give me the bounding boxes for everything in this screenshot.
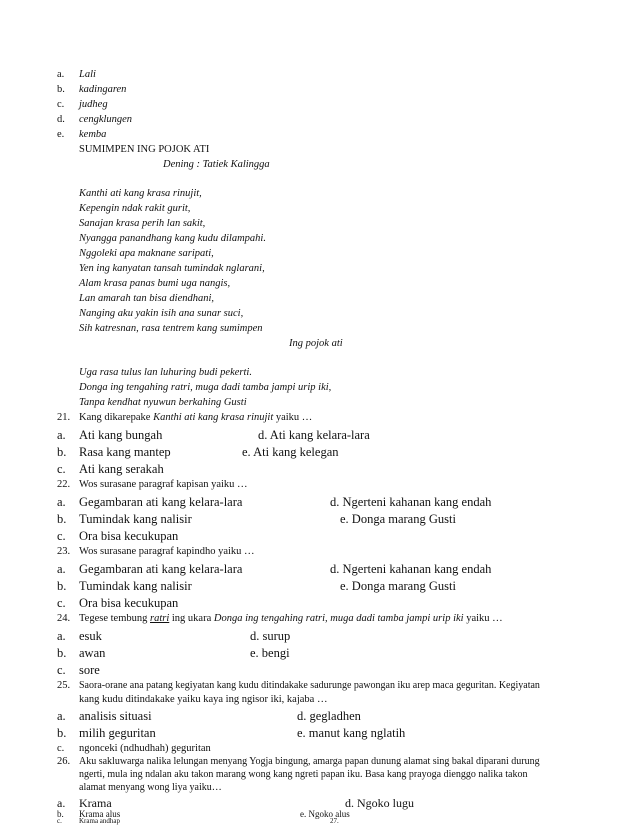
option-c[interactable]: Ora bisa kecukupan [79, 596, 179, 610]
option-text: cengklungen [79, 114, 133, 125]
option-a[interactable]: Krama [79, 796, 112, 810]
poem-title: SUMIMPEN ING POJOK ATI [79, 144, 210, 155]
option-letter: a. [57, 562, 66, 576]
question-number: 21. [57, 412, 71, 423]
poem-line: Kepengin ndak rakit gurit, [79, 203, 191, 214]
option-c[interactable]: Ora bisa kecukupan [79, 529, 179, 543]
option-e[interactable]: e. bengi [250, 646, 290, 660]
option-c[interactable]: ngonceki (ndhudhah) geguritan [79, 743, 211, 754]
option-letter: c. [57, 817, 62, 825]
option-letter: a. [57, 428, 66, 442]
option-letter: e. [57, 129, 65, 140]
option-a[interactable]: analisis situasi [79, 709, 152, 723]
question-number: 26. [57, 756, 71, 767]
poem-line: Kanthi ati kang krasa rinujit, [79, 188, 202, 199]
poem-line: Lan amarah tan bisa diendhani, [79, 293, 215, 304]
question-number: 23. [57, 546, 71, 557]
poem-line: Sanajan krasa perih lan sakit, [79, 218, 206, 229]
option-a[interactable]: Ati kang bungah [79, 428, 163, 442]
option-c[interactable]: Ati kang serakah [79, 462, 164, 476]
question-text: Saora-orane ana patang kegiyatan kang kudu ditindakake sadurunge pawongan iku arep maca geguritan. Kegiyatan [79, 680, 540, 691]
poem-line: Donga ing tengahing ratri, muga dadi tamba jampi urip iki, [79, 382, 332, 393]
option-letter: a. [57, 629, 66, 643]
option-letter: c. [57, 663, 66, 677]
option-a[interactable]: Gegambaran ati kang kelara-lara [79, 562, 243, 576]
option-c[interactable]: sore [79, 663, 100, 677]
option-e[interactable]: e. Ati kang kelegan [242, 445, 339, 459]
option-letter: a. [57, 495, 66, 509]
question-text: Kang dikarepake Kanthi ati kang krasa rinujit yaiku … [79, 412, 313, 423]
option-letter: c. [57, 99, 65, 110]
option-letter: d. [57, 114, 65, 125]
option-e[interactable]: e. manut kang nglatih [297, 726, 406, 740]
poem-line: Uga rasa tulus lan luhuring budi pekerti. [79, 367, 252, 378]
option-letter: c. [57, 529, 66, 543]
option-letter: a. [57, 796, 66, 810]
option-letter: b. [57, 809, 64, 819]
poem-line: Alam krasa panas bumi uga nangis, [79, 278, 231, 289]
option-letter: b. [57, 445, 67, 459]
option-e[interactable]: e. Donga marang Gusti [340, 512, 456, 526]
option-letter: c. [57, 743, 65, 754]
option-text: kadingaren [79, 84, 127, 95]
question-text: kang kudu ditindakake yaiku kaya ing ngisor iki, kajaba … [79, 694, 328, 705]
question-text: Tegese tembung ratri ing ukara Donga ing tengahing ratri, muga dadi tamba jampi urip iki yaiku … [79, 613, 503, 624]
option-d[interactable]: d. Ngoko lugu [345, 796, 414, 810]
poem-author: Dening : Tatiek Kalingga [163, 159, 270, 170]
option-letter: b. [57, 726, 67, 740]
poem-line: Nyangga panandhang kang kudu dilampahi. [79, 233, 266, 244]
option-letter: b. [57, 512, 67, 526]
option-b[interactable]: Tumindak kang nalisir [79, 579, 192, 593]
question-text: Aku sakluwarga nalika lelungan menyang Yogja bingung, amarga papan dunung alamat sing bakal diparani durung [79, 756, 540, 767]
option-e[interactable]: e. Ngoko alus [300, 809, 350, 819]
option-d[interactable]: d. Ati kang kelara-lara [258, 428, 370, 442]
option-letter: b. [57, 579, 67, 593]
option-c[interactable]: Krama andhap [79, 817, 121, 825]
poem-line: Nggoleki apa maknane saripati, [79, 248, 214, 259]
option-letter: a. [57, 69, 65, 80]
option-text: kemba [79, 129, 107, 140]
option-e[interactable]: e. Donga marang Gusti [340, 579, 456, 593]
option-text: Lali [79, 69, 96, 80]
question-text: alamat menyang wong liya yaiku… [79, 782, 222, 793]
option-b[interactable]: Rasa kang mantep [79, 445, 171, 459]
poem-line: Tanpa kendhat nyuwun berkahing Gusti [79, 397, 247, 408]
option-letter: c. [57, 596, 66, 610]
option-d[interactable]: d. gegladhen [297, 709, 361, 723]
question-text: ngerti, mula ing ndalan aku takon marang wong kang ngreti papan iku. Basa kang prayoga dienggo nalika takon [79, 769, 528, 780]
option-a[interactable]: Gegambaran ati kang kelara-lara [79, 495, 243, 509]
option-b[interactable]: Krama alus [79, 809, 121, 819]
question-number: 22. [57, 479, 71, 490]
option-letter: b. [57, 84, 65, 95]
option-b[interactable]: awan [79, 646, 106, 660]
option-b[interactable]: Tumindak kang nalisir [79, 512, 192, 526]
poem-line: Nanging aku yakin isih ana sunar suci, [79, 308, 244, 319]
question-text: Wos surasane paragraf kapisan yaiku … [79, 479, 248, 490]
option-letter: c. [57, 462, 66, 476]
poem-line: Sih katresnan, rasa tentrem kang sumimpen [79, 323, 263, 334]
option-text: judheg [79, 99, 108, 110]
question-number: 27. [330, 817, 339, 825]
option-a[interactable]: esuk [79, 629, 102, 643]
option-b[interactable]: milih geguritan [79, 726, 156, 740]
question-number: 24. [57, 613, 71, 624]
question-number: 25. [57, 680, 71, 691]
option-d[interactable]: d. Ngerteni kahanan kang endah [330, 495, 492, 509]
option-letter: b. [57, 646, 67, 660]
option-d[interactable]: d. Ngerteni kahanan kang endah [330, 562, 492, 576]
option-letter: a. [57, 709, 66, 723]
poem-line-end: Ing pojok ati [289, 338, 343, 349]
question-text: Wos surasane paragraf kapindho yaiku … [79, 546, 255, 557]
option-d[interactable]: d. surup [250, 629, 291, 643]
poem-line: Yen ing kanyatan tansah tumindak nglarani, [79, 263, 265, 274]
